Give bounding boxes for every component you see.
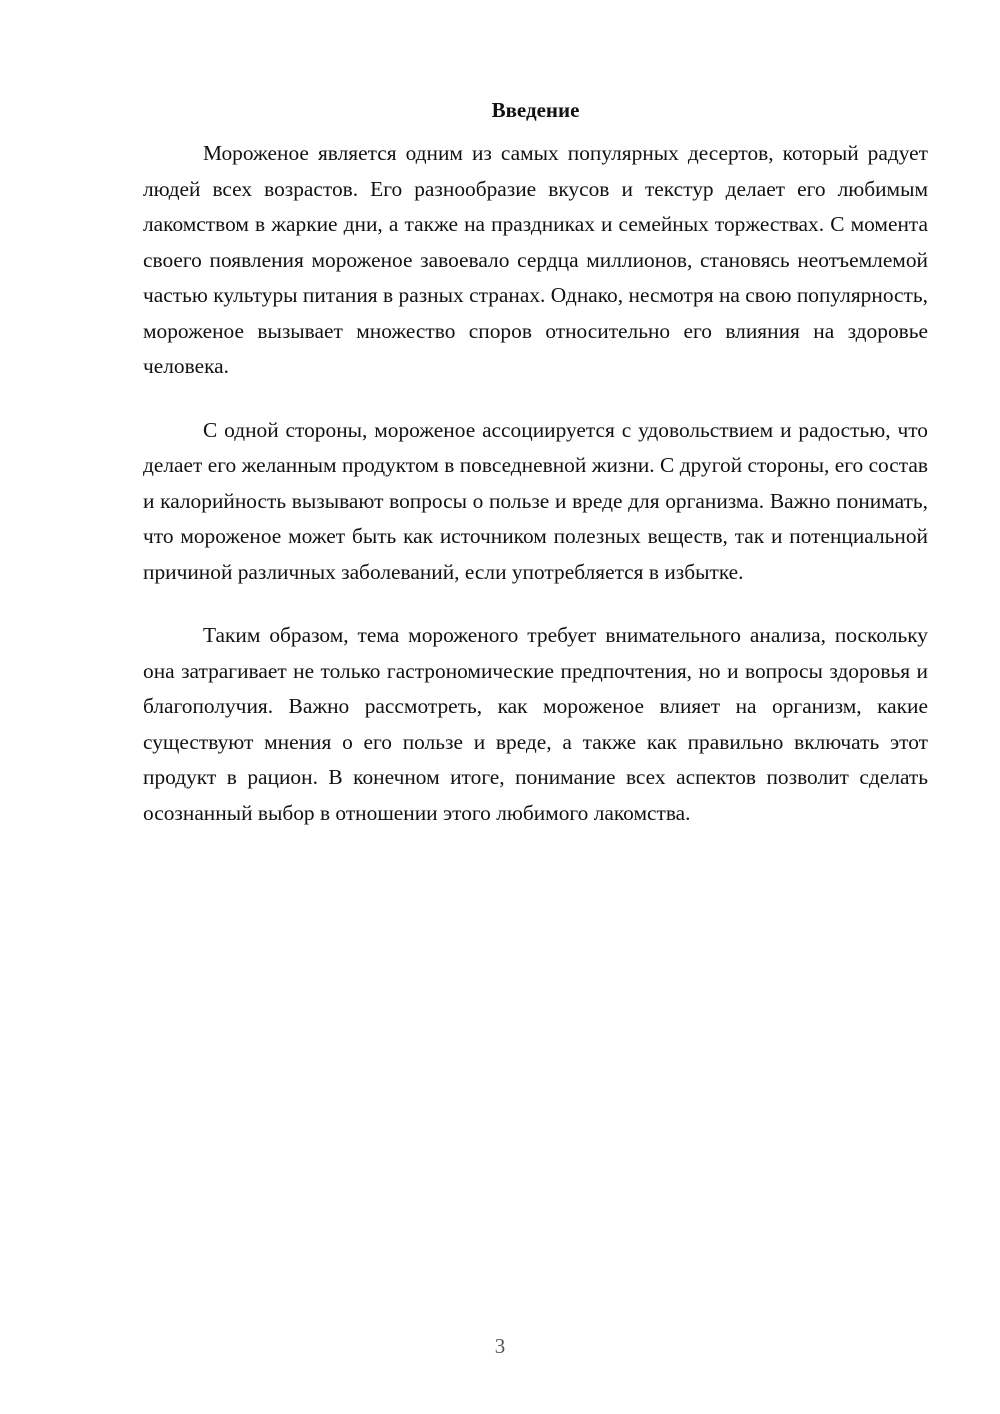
paragraph-2: С одной стороны, мороженое ассоциируется с удовольствием и радостью, что делает его желанным продуктом в повседневной жизни. С другой стороны, его состав и калорийность вызывают вопросы о пользе и вреде для организма. Важно понимать, что мороженое может быть как источником полезных веществ, так и потенциальной причиной различных заболеваний, если употребляется в избытке.	[143, 417, 928, 584]
page-number: 3	[494, 1334, 506, 1358]
section-heading: Введение	[491, 98, 580, 122]
page-content	[143, 96, 928, 859]
paragraph-3: Таким образом, тема мороженого требует внимательного анализа, поскольку она затрагивает не только гастрономические предпочтения, но и вопросы здоровья и благополучия. Важно рассмотреть, как мороженое влияет на организм, какие существуют мнения о его пользе и вреде, а также как правильно включать этот продукт в рацион. В конечном итоге, понимание всех аспектов позволит сделать осознанный выбор в отношении этого любимого лакомства.	[143, 623, 928, 825]
paragraph-1: Мороженое является одним из самых популярных десертов, который радует людей всех возрастов. Его разнообразие вкусов и текстур делает его любимым лакомством в жаркие дни, а также на праздниках и семейных торжествах. С момента своего появления мороженое завоевало сердца миллионов, становясь неотъемлемой частью культуры питания в разных странах. Однако, несмотря на свою популярность, мороженое вызывает множество споров относительно его влияния на здоровье человека.	[143, 141, 928, 378]
